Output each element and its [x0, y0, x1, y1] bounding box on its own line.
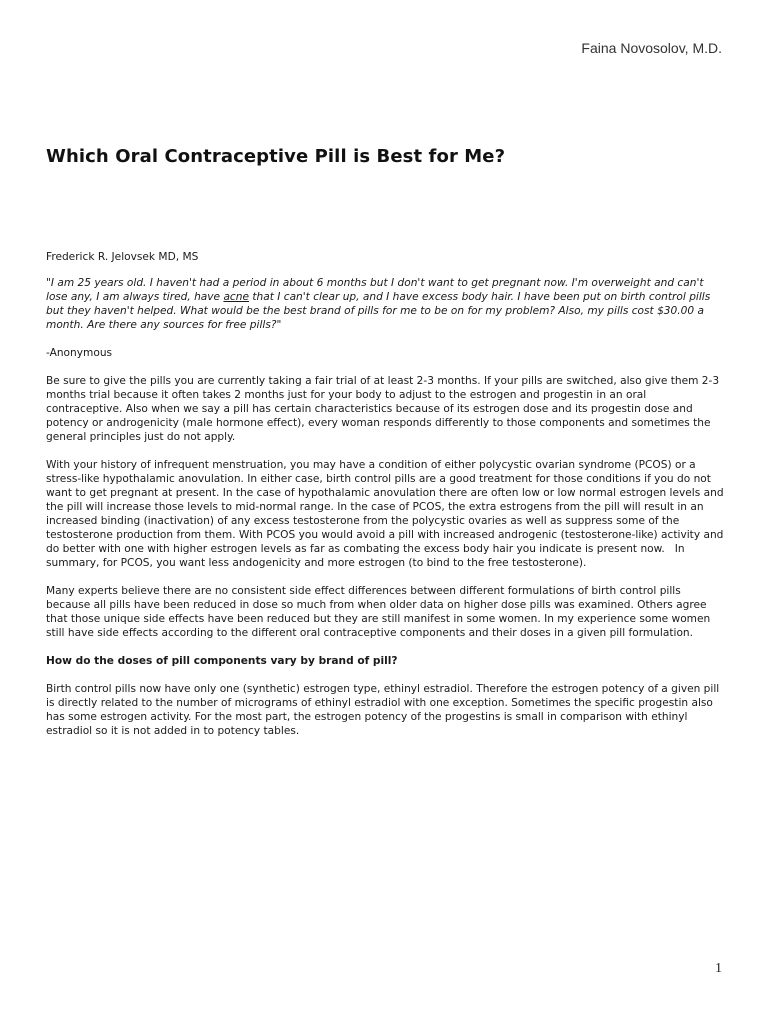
- header-author: Faina Novosolov, M.D.: [581, 40, 722, 56]
- paragraph-estrogen: Birth control pills now have only one (synthetic) estrogen type, ethinyl estradiol. Therefore the estrogen potency of a given pill is directly related to the number of micrograms of ethinyl estradiol with one exception. Sometimes the specific progestin also has some estrogen activity. For the most part, the estrogen potency of the progestins is small in comparison with ethinyl estradiol so it is not added in to potency tables.: [46, 683, 720, 737]
- question-signature: -Anonymous: [46, 347, 113, 359]
- page-number: 1: [715, 961, 722, 976]
- reader-question: [46, 276, 724, 332]
- quote-text-before: "I am 25 years old. I haven't had a period in about 6 months but I don't want to get pregnant now. I'm overweight and can't lose any, I am always tired, have: [46, 277, 704, 303]
- section-heading: How do the doses of pill components vary by brand of pill?: [46, 655, 398, 667]
- article-body: [46, 250, 727, 752]
- byline: Frederick R. Jelovsek MD, MS: [46, 251, 199, 263]
- article-title: Which Oral Contraceptive Pill is Best for Me?: [46, 146, 506, 167]
- paragraph-trial: Be sure to give the pills you are currently taking a fair trial of at least 2-3 months. If your pills are switched, also give them 2-3 months trial because it often takes 2 months just for your body to adjust to the estrogen and progestin in an oral contraceptive. Also when we say a pill has certain characteristics because of its estrogen dose and its progestin dose and potency or androgenicity (male hormone effect), every woman responds differently to those components and sometimes the general principles just do not apply.: [46, 375, 720, 443]
- acne-link[interactable]: acne: [223, 291, 249, 303]
- paragraph-side-effects: Many experts believe there are no consistent side effect differences between different formulations of birth control pills because all pills have been reduced in dose so much from when older data on higher dose pills was examined. Others agree that those unique side effects have been reduced but they are still manifest in some women. In my experience some women still have side effects according to the different oral contraceptive components and their doses in a given pill formulation.: [46, 585, 711, 639]
- quote-text-after: that I can't clear up, and I have excess body hair. I have been put on birth control pills but they haven't helped. What would be the best brand of pills for me to be on for my problem? Also, my pills cost $30.00 a month. Are there any sources for free pills?": [46, 291, 711, 331]
- paragraph-pcos: With your history of infrequent menstruation, you may have a condition of either polycystic ovarian syndrome (PCOS) or a stress-like hypothalamic anovulation. In either case, birth control pills are a good treatment for those conditions if you do not want to get pregnant at present. In the case of hypothalamic anovulation there are often low or low normal estrogen levels and the pill will increase those levels to mid-normal range. In the case of PCOS, the extra estrogens from the pill will result in an increased binding (inactivation) of any excess testosterone from the polycystic ovaries as well as suppress some of the testosterone production from them. With PCOS you would avoid a pill with increased androgenic (testosterone-like) activity and do better with one with higher estrogen levels as far as combating the excess body hair you indicate is present now. In summary, for PCOS, you want less andogenicity and more estrogen (to bind to the free testosterone).: [46, 459, 727, 569]
